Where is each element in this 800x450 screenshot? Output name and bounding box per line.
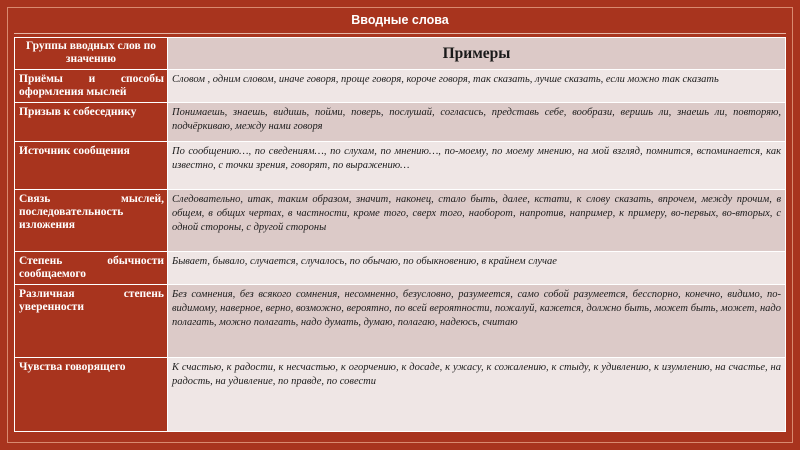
introductory-words-table xyxy=(14,37,786,432)
group-cell: Связь мыслей, последовательность изложения xyxy=(15,190,168,252)
table-row xyxy=(15,358,786,432)
header-group-cell: Группы вводных слов по значению xyxy=(15,38,168,70)
table-row xyxy=(15,103,786,142)
table-row xyxy=(15,142,786,190)
examples-cell: Понимаешь, знаешь, видишь, пойми, поверь, послушай, согласись, представь себе, вообрази, веришь ли, знаешь ли, повторяю, подчёркиваю, между нами говоря xyxy=(168,103,786,142)
examples-cell: К счастью, к радости, к несчастью, к огорчению, к досаде, к ужасу, к сожалению, к стыду, к удивлению, к изумлению, на счастье, на радость, на удивление, по правде, по совести xyxy=(168,358,786,432)
table-header-row xyxy=(15,38,786,70)
table-row xyxy=(15,285,786,358)
table-row xyxy=(15,190,786,252)
group-cell: Степень обычности сообщаемого xyxy=(15,252,168,285)
table-row xyxy=(15,70,786,103)
slide-title: Вводные слова xyxy=(14,9,786,34)
examples-cell: Следовательно, итак, таким образом, значит, наконец, стало быть, далее, кстати, к слову сказать, впрочем, между прочим, в общем, в общих чертах, в частности, кроме того, сверх того, наоборот, напротив, например, к примеру, во-первых, во-вторых, с одной стороны, с другой стороны xyxy=(168,190,786,252)
group-cell: Призыв к собеседнику xyxy=(15,103,168,142)
examples-cell: Словом , одним словом, иначе говоря, проще говоря, короче говоря, так сказать, лучше сказать, если можно так сказать xyxy=(168,70,786,103)
table-row xyxy=(15,252,786,285)
group-cell: Источник сообщения xyxy=(15,142,168,190)
examples-cell: Бывает, бывало, случается, случалось, по обычаю, по обыкновению, в крайнем случае xyxy=(168,252,786,285)
group-cell: Приёмы и способы оформления мыслей xyxy=(15,70,168,103)
group-cell: Чувства говорящего xyxy=(15,358,168,432)
examples-cell: Без сомнения, без всякого сомнения, несомненно, безусловно, разумеется, само собой разумеется, бесспорно, конечно, видимо, по-видимому, наверное, верно, возможно, вероятно, по всей вероятности, пожалуй, кажется, должно быть, может быть, может, надо полагать, можно полагать, надо думать, думаю, полагаю, надеюсь, считаю xyxy=(168,285,786,358)
header-examples-cell: Примеры xyxy=(168,38,786,70)
examples-cell: По сообщению…, по сведениям…, по слухам, по мнению…, по-моему, по моему мнению, на мой взгляд, помнится, вспоминается, как известно, с точки зрения, говорят, по выражению… xyxy=(168,142,786,190)
group-cell: Различная степень уверенности xyxy=(15,285,168,358)
